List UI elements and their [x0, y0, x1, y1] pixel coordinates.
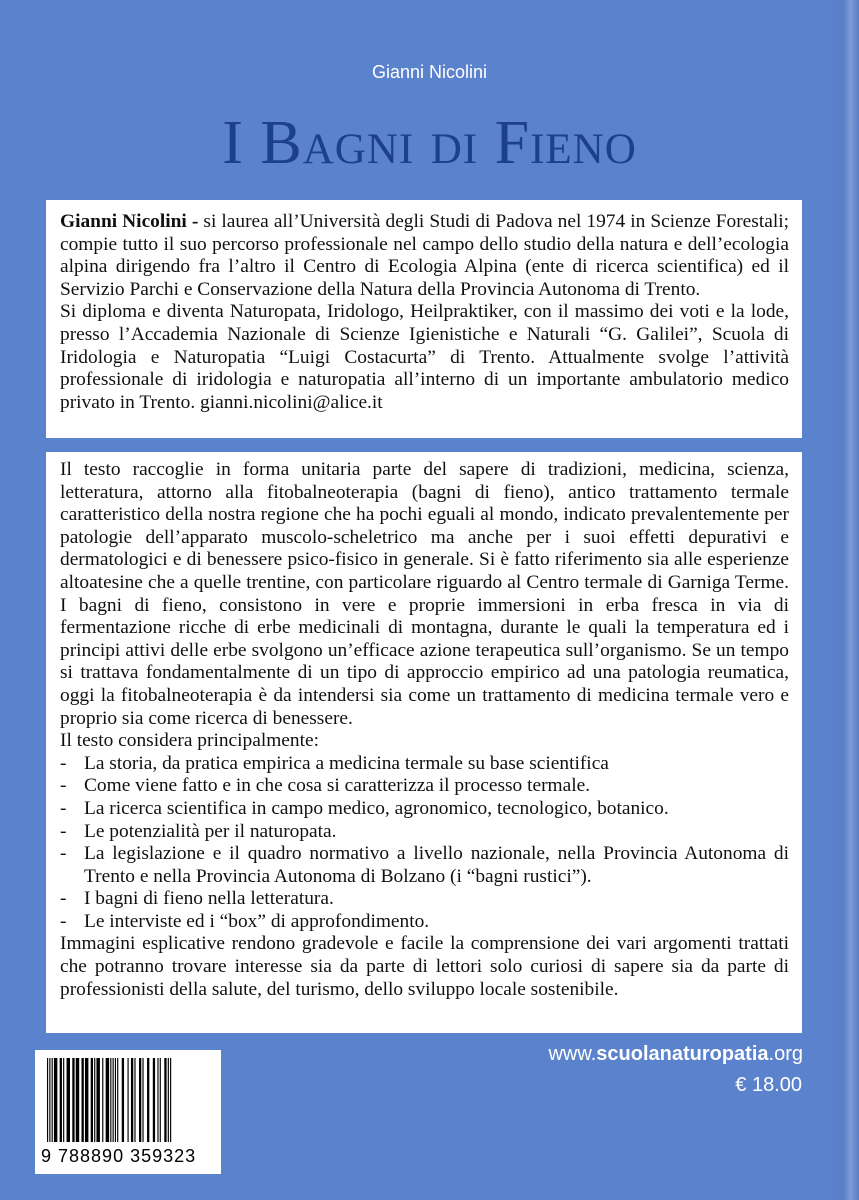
bio-text-1: si laurea all’Università degli Studi di Padova nel 1974 in Scienze Forestali; compie tutto il suo percorso professionale nel campo dello studio della natura e dell’ecologia alpina dirigendo fra l’altro il Centro di Ecologia Alpina (ente di ricerca scientifica) ed il Servizio Parchi e Conservazione della Natura della Provincia Autonoma di Trento.: [60, 211, 789, 300]
barcode-bar: [67, 1058, 70, 1142]
list-item: - La ricerca scientifica in campo medico, agronomico, tecnologico, botanico.: [60, 798, 789, 821]
barcode-bar: [122, 1058, 124, 1142]
barcode-bar: [96, 1058, 99, 1142]
barcode-bar: [60, 1058, 62, 1142]
barcode-bar: [85, 1058, 88, 1142]
topic-list: [60, 753, 789, 934]
barcode-bars: [45, 1058, 211, 1144]
list-intro: Il testo considera principalmente:: [60, 730, 319, 752]
author-bio-box: [46, 200, 802, 438]
url-prefix: www.: [548, 1043, 597, 1065]
barcode-bar: [117, 1058, 118, 1142]
author-name: Gianni Nicolini: [371, 62, 488, 82]
barcode-bar: [164, 1058, 166, 1142]
barcode-bar: [106, 1058, 109, 1142]
barcode-bar: [102, 1058, 103, 1142]
barcode-bar: [128, 1058, 129, 1142]
barcode-bar: [72, 1058, 74, 1142]
barcode-bar: [47, 1058, 48, 1142]
isbn-number: 9 788890 359323: [41, 1146, 197, 1166]
barcode-bar: [153, 1058, 155, 1142]
barcode-bar: [139, 1058, 141, 1142]
bio-author-name: Gianni Nicolini -: [60, 211, 199, 232]
list-item: - La storia, da pratica empirica a medicina termale su base scientifica: [60, 753, 789, 776]
barcode-bar: [157, 1058, 158, 1142]
closing-paragraph: Immagini esplicative rendono gradevole e facile la comprensione dei vari argomenti trattati che potranno trovare interesse sia da parte di lettori solo curiosi di sapere sia da parte di professionisti della salute, del turismo, dello sviluppo locale sostenibile.: [60, 933, 789, 1000]
barcode-bar: [170, 1058, 171, 1142]
barcode-bar: [168, 1058, 169, 1142]
barcode-bar: [52, 1058, 53, 1142]
barcode-bar: [160, 1058, 161, 1142]
list-item: - La legislazione e il quadro normativo a livello nazionale, nella Provincia Autonoma di Trento e nella Provincia Autonoma di Bolzano (i “bagni rustici”).: [60, 843, 789, 888]
list-item: - I bagni di fieno nella letteratura.: [60, 888, 789, 911]
barcode-bar: [54, 1058, 57, 1142]
barcode-bar: [110, 1058, 111, 1142]
bio-paragraph-1: [60, 211, 789, 301]
barcode-bar: [142, 1058, 143, 1142]
url-suffix: .org: [768, 1043, 803, 1065]
barcode-bar: [131, 1058, 133, 1142]
barcode-bar: [76, 1058, 79, 1142]
url-domain: scuolanaturopatia: [596, 1043, 769, 1065]
price: € 18.00: [735, 1074, 802, 1096]
description-box: [46, 452, 802, 1033]
barcode-bar: [94, 1058, 95, 1142]
barcode-bar: [82, 1058, 84, 1142]
barcode-bar: [63, 1058, 64, 1142]
barcode-bar: [134, 1058, 135, 1142]
barcode-bar: [147, 1058, 149, 1142]
list-item: - Come viene fatto e in che cosa si caratterizza il processo termale.: [60, 775, 789, 798]
book-title: I Bagni di Fieno: [222, 109, 637, 177]
barcode: [35, 1050, 221, 1174]
list-item: - Le interviste ed i “box” di approfondimento.: [60, 911, 789, 934]
website-url: [548, 1043, 803, 1066]
description-paragraph: Il testo raccoglie in forma unitaria parte del sapere di tradizioni, medicina, scienza, letteratura, attorno alla fitobalneoterapia (bagni di fieno), antico trattamento termale caratteristico della nostra regione che ha pochi eguali al mondo, indicato prevalentemente per patologie dell’apparato muscolo-scheletrico ma anche per i suoi effetti depurativi e dermatologici e di benessere psico-fisico in generale. Si è fatto riferimento sia alle esperienze altoatesine che a quelle trentine, con particolare riguardo al Centro termale di Garniga Terme. I bagni di fieno, consistono in vere e proprie immersioni in erba fresca in via di fermentazione ricche di erbe medicinali di montagna, durante le quali la temperatura ed i principi attivi delle erbe svolgono un’efficace azione terapeutica sull’organismo. Se un tempo si trattava fondamentalmente di un tipo di approccio empirico ad una patologia reumatica, oggi la fitobalneoterapia è da intendersi sia come un trattamento di medicina termale vero e proprio sia come ricerca di benessere.: [60, 459, 789, 729]
barcode-bar: [49, 1058, 50, 1142]
bio-paragraph-2: Si diploma e diventa Naturopata, Iridologo, Heilpraktiker, con il massimo dei voti e la lode, presso l’Accademia Nazionale di Scienze Igienistiche e Naturali “G. Galilei”, Scuola di Iridologia e Naturopatia “Luigi Costacurta” di Trento. Attualmente svolge l’attività professionale di iridologia e naturopatia all’interno di un importante ambulatorio medico privato in Trento. gianni.nicolini@alice.it: [60, 301, 789, 413]
list-item: - Le potenzialità per il naturopata.: [60, 821, 789, 844]
barcode-bar: [115, 1058, 116, 1142]
barcode-bar: [91, 1058, 93, 1142]
barcode-bar: [113, 1058, 114, 1142]
